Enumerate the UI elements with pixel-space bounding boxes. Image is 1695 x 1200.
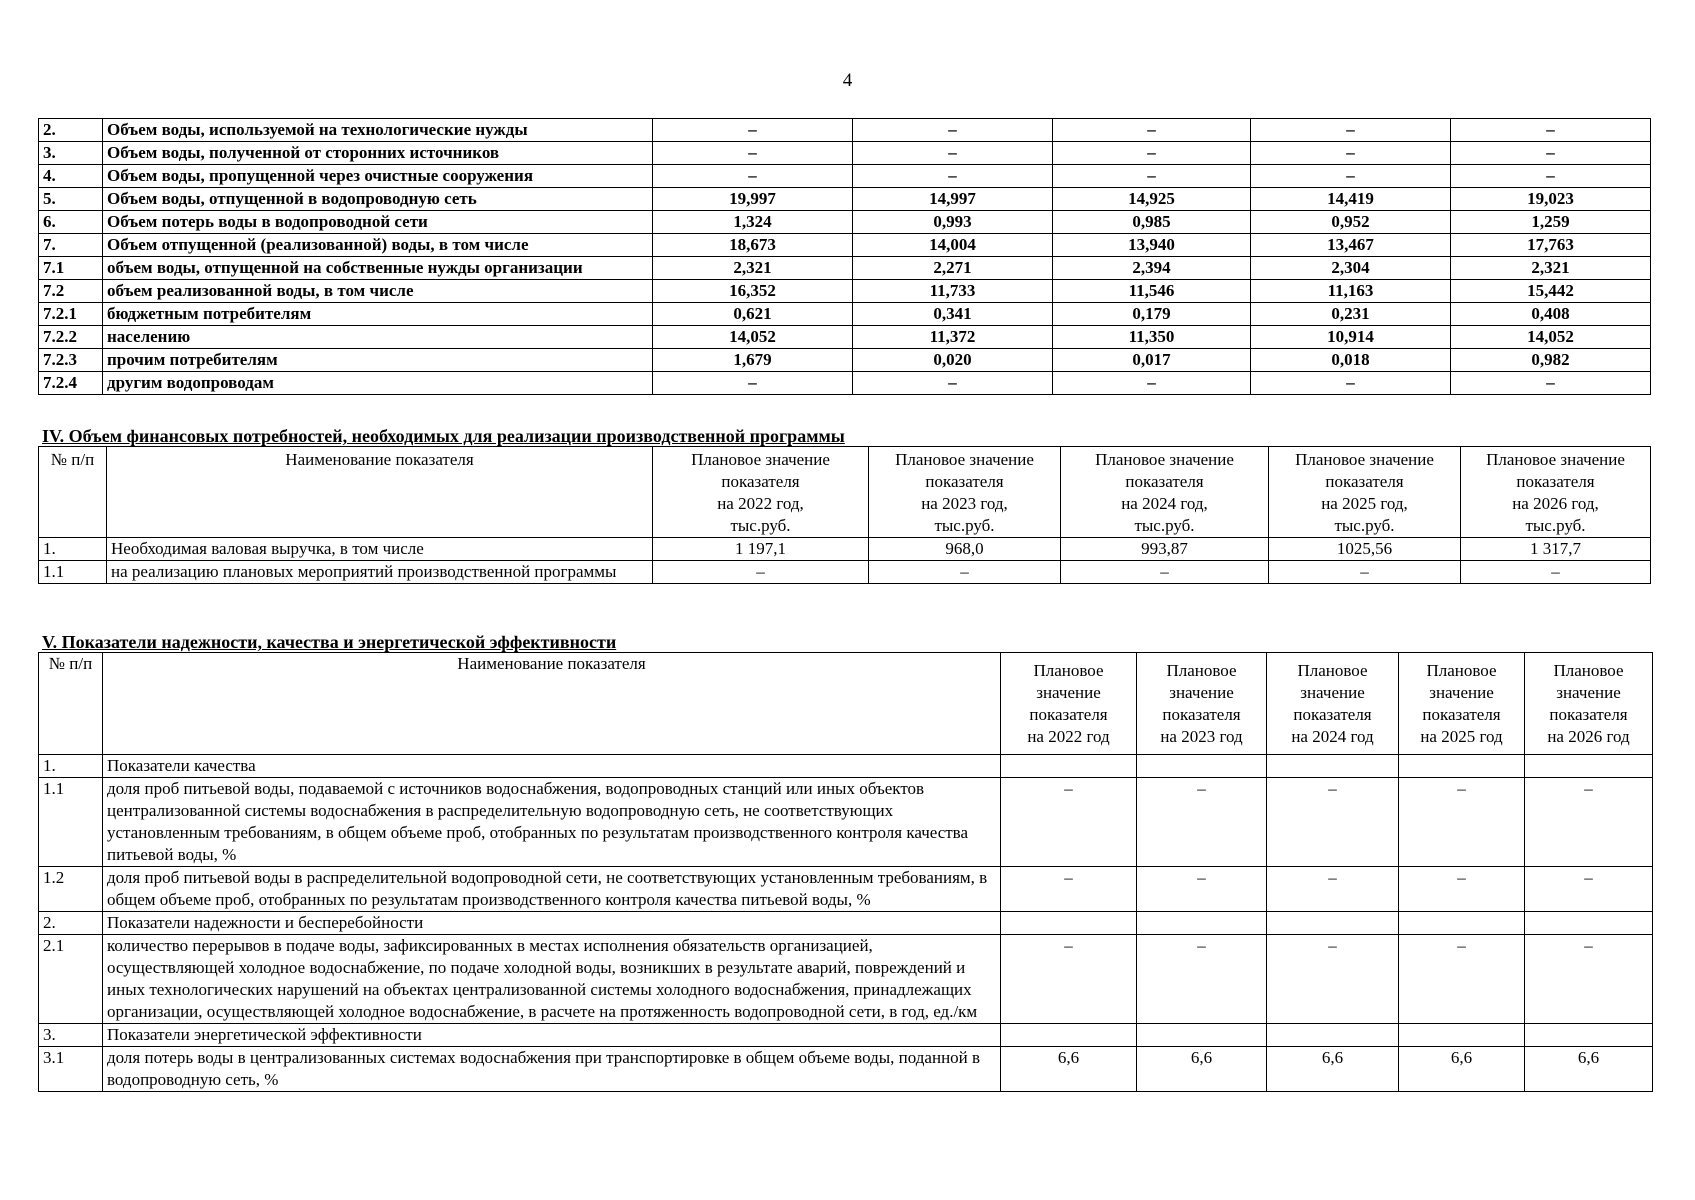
value-cell: 2,321 — [653, 257, 853, 280]
row-number: 1.1 — [39, 561, 107, 584]
header-year: Плановое значение показателя на 2025 год, тыс.руб. — [1269, 447, 1461, 538]
value-cell: – — [1053, 142, 1251, 165]
row-label: Необходимая валовая выручка, в том числе — [107, 538, 653, 561]
value-cell: – — [869, 561, 1061, 584]
page-number: 4 — [842, 70, 853, 91]
value-cell: 18,673 — [653, 234, 853, 257]
water-balance-table — [38, 118, 1651, 395]
value-cell: – — [1461, 561, 1651, 584]
value-cell: 0,621 — [653, 303, 853, 326]
table-row — [39, 142, 1651, 165]
row-number: 7.2.2 — [39, 326, 103, 349]
table-header-row — [39, 653, 1653, 755]
row-label: доля проб питьевой воды в распределительной водопроводной сети, не соответствующих установленным требованиям, в общем объеме проб, отобранных по результатам производственного контроля качества питьевой воды, % — [103, 867, 1001, 912]
value-cell: 1 197,1 — [653, 538, 869, 561]
row-number: 2. — [39, 119, 103, 142]
value-cell: – — [1525, 935, 1653, 1024]
row-label: Показатели качества — [103, 755, 1001, 778]
value-cell: – — [653, 561, 869, 584]
row-label: Показатели энергетической эффективности — [103, 1024, 1001, 1047]
value-cell: 0,408 — [1451, 303, 1651, 326]
header-year: Плановое значение показателя на 2026 год — [1525, 653, 1653, 755]
value-cell: 0,017 — [1053, 349, 1251, 372]
value-cell: 0,952 — [1251, 211, 1451, 234]
value-cell: – — [653, 142, 853, 165]
value-cell: – — [1137, 867, 1267, 912]
value-cell: – — [1451, 372, 1651, 395]
value-cell: 1025,56 — [1269, 538, 1461, 561]
table-row — [39, 349, 1651, 372]
header-year: Плановое значение показателя на 2024 год, тыс.руб. — [1061, 447, 1269, 538]
table-row — [39, 912, 1653, 935]
table-row — [39, 1024, 1653, 1047]
row-number: 3. — [39, 1024, 103, 1047]
value-cell: 11,546 — [1053, 280, 1251, 303]
value-cell: – — [1053, 165, 1251, 188]
row-label: на реализацию плановых мероприятий производственной программы — [107, 561, 653, 584]
header-num: № п/п — [39, 653, 103, 755]
value-cell: – — [1251, 119, 1451, 142]
value-cell: – — [1267, 778, 1399, 867]
value-cell: – — [1137, 935, 1267, 1024]
table-row — [39, 755, 1653, 778]
value-cell: 14,052 — [1451, 326, 1651, 349]
value-cell — [1267, 755, 1399, 778]
row-label: прочим потребителям — [103, 349, 653, 372]
table-row — [39, 326, 1651, 349]
row-label: Объем воды, пропущенной через очистные сооружения — [103, 165, 653, 188]
row-number: 1.2 — [39, 867, 103, 912]
value-cell: 10,914 — [1251, 326, 1451, 349]
value-cell: 19,023 — [1451, 188, 1651, 211]
row-label: Объем воды, полученной от сторонних источников — [103, 142, 653, 165]
header-year: Плановое значение показателя на 2024 год — [1267, 653, 1399, 755]
value-cell: – — [653, 165, 853, 188]
header-year: Плановое значение показателя на 2023 год, тыс.руб. — [869, 447, 1061, 538]
value-cell: 0,179 — [1053, 303, 1251, 326]
value-cell: 2,394 — [1053, 257, 1251, 280]
value-cell: – — [1001, 935, 1137, 1024]
value-cell: – — [1267, 867, 1399, 912]
table-row — [39, 234, 1651, 257]
row-label: объем воды, отпущенной на собственные нужды организации — [103, 257, 653, 280]
value-cell: – — [853, 142, 1053, 165]
table-row — [39, 372, 1651, 395]
value-cell: – — [1251, 142, 1451, 165]
value-cell: – — [853, 119, 1053, 142]
value-cell: 6,6 — [1137, 1047, 1267, 1092]
value-cell: 11,350 — [1053, 326, 1251, 349]
row-number: 4. — [39, 165, 103, 188]
value-cell — [1399, 1024, 1525, 1047]
value-cell: 2,304 — [1251, 257, 1451, 280]
header-year: Плановое значение показателя на 2025 год — [1399, 653, 1525, 755]
value-cell: 2,321 — [1451, 257, 1651, 280]
value-cell: 14,419 — [1251, 188, 1451, 211]
value-cell: 11,372 — [853, 326, 1053, 349]
row-label: объем реализованной воды, в том числе — [103, 280, 653, 303]
value-cell: – — [1053, 119, 1251, 142]
value-cell: 6,6 — [1267, 1047, 1399, 1092]
reliability-quality-table — [38, 652, 1653, 1092]
value-cell: – — [1451, 142, 1651, 165]
row-number: 3.1 — [39, 1047, 103, 1092]
row-label: Показатели надежности и бесперебойности — [103, 912, 1001, 935]
value-cell — [1137, 1024, 1267, 1047]
value-cell — [1001, 912, 1137, 935]
value-cell: – — [853, 372, 1053, 395]
row-number: 7.2.4 — [39, 372, 103, 395]
section-5-title: V. Показатели надежности, качества и энергетической эффективности — [42, 632, 617, 652]
value-cell: 14,997 — [853, 188, 1053, 211]
value-cell: 11,163 — [1251, 280, 1451, 303]
table-row — [39, 538, 1651, 561]
table-row — [39, 119, 1651, 142]
table-header-row — [39, 447, 1651, 538]
row-number: 2.1 — [39, 935, 103, 1024]
value-cell: – — [1267, 935, 1399, 1024]
value-cell: – — [1525, 778, 1653, 867]
value-cell: 968,0 — [869, 538, 1061, 561]
value-cell: – — [1525, 867, 1653, 912]
value-cell: 16,352 — [653, 280, 853, 303]
table-row — [39, 280, 1651, 303]
value-cell: – — [1451, 165, 1651, 188]
table-row — [39, 303, 1651, 326]
row-label: Объем отпущенной (реализованной) воды, в том числе — [103, 234, 653, 257]
row-label: Объем воды, используемой на технологические нужды — [103, 119, 653, 142]
row-number: 5. — [39, 188, 103, 211]
header-year: Плановое значение показателя на 2022 год — [1001, 653, 1137, 755]
value-cell: 0,982 — [1451, 349, 1651, 372]
value-cell: 0,985 — [1053, 211, 1251, 234]
value-cell: 6,6 — [1399, 1047, 1525, 1092]
row-number: 7. — [39, 234, 103, 257]
row-number: 2. — [39, 912, 103, 935]
value-cell: – — [653, 119, 853, 142]
value-cell: 0,993 — [853, 211, 1053, 234]
value-cell: 13,940 — [1053, 234, 1251, 257]
table-row — [39, 778, 1653, 867]
value-cell: 0,231 — [1251, 303, 1451, 326]
value-cell — [1525, 755, 1653, 778]
section-4-title: IV. Объем финансовых потребностей, необходимых для реализации производственной программы — [42, 426, 845, 446]
row-label: Объем воды, отпущенной в водопроводную сеть — [103, 188, 653, 211]
value-cell — [1137, 912, 1267, 935]
row-number: 7.2.1 — [39, 303, 103, 326]
header-name: Наименование показателя — [107, 447, 653, 538]
value-cell: – — [1269, 561, 1461, 584]
value-cell — [1267, 912, 1399, 935]
row-label: Объем потерь воды в водопроводной сети — [103, 211, 653, 234]
header-year: Плановое значение показателя на 2023 год — [1137, 653, 1267, 755]
value-cell: 1,679 — [653, 349, 853, 372]
value-cell: 1,259 — [1451, 211, 1651, 234]
value-cell — [1137, 755, 1267, 778]
row-label: доля потерь воды в централизованных системах водоснабжения при транспортировке в общем объеме воды, поданной в водопроводную сеть, % — [103, 1047, 1001, 1092]
header-name: Наименование показателя — [103, 653, 1001, 755]
table-row — [39, 165, 1651, 188]
row-number: 7.1 — [39, 257, 103, 280]
value-cell: – — [1251, 165, 1451, 188]
header-year: Плановое значение показателя на 2026 год, тыс.руб. — [1461, 447, 1651, 538]
value-cell — [1525, 1024, 1653, 1047]
value-cell: – — [1399, 778, 1525, 867]
value-cell: 1 317,7 — [1461, 538, 1651, 561]
value-cell — [1001, 1024, 1137, 1047]
value-cell: 17,763 — [1451, 234, 1651, 257]
value-cell — [1267, 1024, 1399, 1047]
value-cell: 14,925 — [1053, 188, 1251, 211]
value-cell: 11,733 — [853, 280, 1053, 303]
header-num: № п/п — [39, 447, 107, 538]
row-number: 6. — [39, 211, 103, 234]
value-cell: 0,341 — [853, 303, 1053, 326]
table-row — [39, 188, 1651, 211]
value-cell: – — [1001, 867, 1137, 912]
value-cell — [1399, 755, 1525, 778]
value-cell: – — [1053, 372, 1251, 395]
row-number: 3. — [39, 142, 103, 165]
value-cell: 14,004 — [853, 234, 1053, 257]
table-row — [39, 867, 1653, 912]
value-cell: 14,052 — [653, 326, 853, 349]
row-number: 7.2 — [39, 280, 103, 303]
table-row — [39, 257, 1651, 280]
value-cell: 993,87 — [1061, 538, 1269, 561]
value-cell: 6,6 — [1001, 1047, 1137, 1092]
value-cell: – — [1061, 561, 1269, 584]
table-row — [39, 1047, 1653, 1092]
value-cell — [1001, 755, 1137, 778]
row-label: количество перерывов в подаче воды, зафиксированных в местах исполнения обязательств организацией, осуществляющей холодное водоснабжение, по подаче холодной воды, возникших в результате аварий, повреждений и иных технологических нарушений на объектах централизованной системы холодного водоснабжения, принадлежащих организации, осуществляющей холодное водоснабжение, в расчете на протяженность водопроводной сети, в год, ед./км — [103, 935, 1001, 1024]
row-label: другим водопроводам — [103, 372, 653, 395]
value-cell — [1525, 912, 1653, 935]
row-label: доля проб питьевой воды, подаваемой с источников водоснабжения, водопроводных станций или иных объектов централизованной системы водоснабжения в распределительную водопроводную сеть, не соответствующих установленным требованиям, в общем объеме проб, отобранных по результатам производственного контроля качества питьевой воды, % — [103, 778, 1001, 867]
row-number: 1. — [39, 538, 107, 561]
value-cell: 0,018 — [1251, 349, 1451, 372]
table-row — [39, 561, 1651, 584]
value-cell: 15,442 — [1451, 280, 1651, 303]
financial-needs-table — [38, 446, 1651, 584]
value-cell: – — [1399, 867, 1525, 912]
table-row — [39, 211, 1651, 234]
row-label: бюджетным потребителям — [103, 303, 653, 326]
value-cell: 1,324 — [653, 211, 853, 234]
value-cell: – — [1251, 372, 1451, 395]
value-cell: 6,6 — [1525, 1047, 1653, 1092]
value-cell: – — [1137, 778, 1267, 867]
row-number: 1. — [39, 755, 103, 778]
value-cell: – — [1399, 935, 1525, 1024]
value-cell: 0,020 — [853, 349, 1053, 372]
value-cell: 19,997 — [653, 188, 853, 211]
value-cell: – — [653, 372, 853, 395]
value-cell: 2,271 — [853, 257, 1053, 280]
row-label: населению — [103, 326, 653, 349]
value-cell: – — [1451, 119, 1651, 142]
value-cell: – — [1001, 778, 1137, 867]
row-number: 1.1 — [39, 778, 103, 867]
value-cell: – — [853, 165, 1053, 188]
value-cell: 13,467 — [1251, 234, 1451, 257]
value-cell — [1399, 912, 1525, 935]
row-number: 7.2.3 — [39, 349, 103, 372]
table-row — [39, 935, 1653, 1024]
header-year: Плановое значение показателя на 2022 год, тыс.руб. — [653, 447, 869, 538]
